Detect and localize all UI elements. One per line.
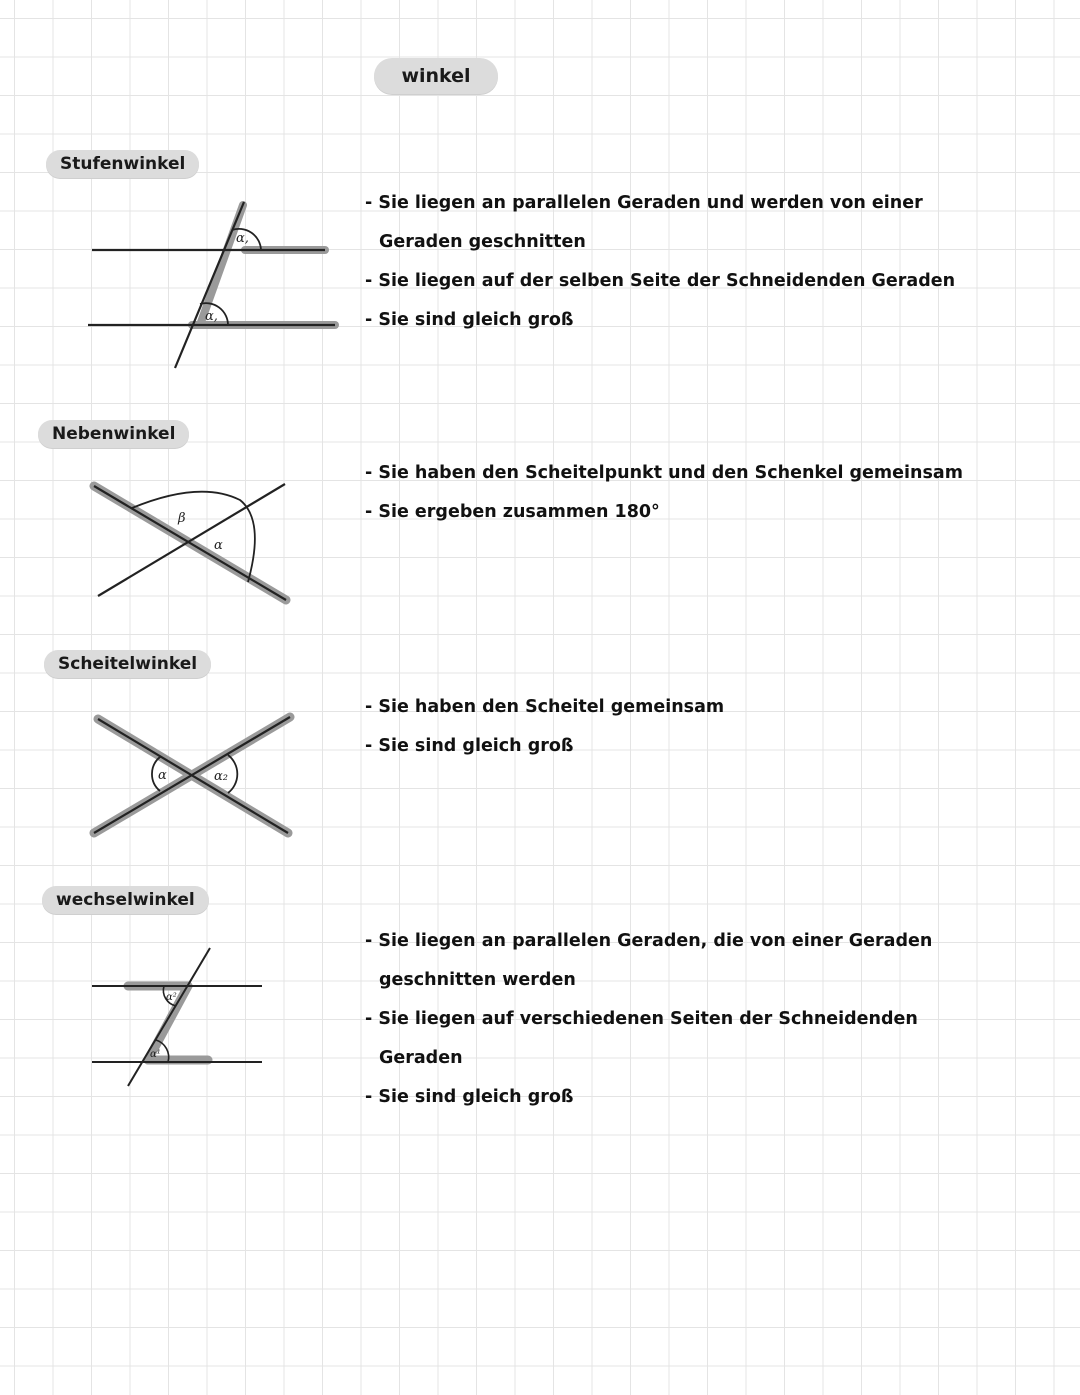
stufenwinkel-notes — [365, 184, 955, 340]
stufenwinkel-diagram — [80, 190, 350, 375]
note-line: - Sie liegen auf verschiedenen Seiten der Schneidenden — [365, 1009, 918, 1029]
note-line: geschnitten werden — [379, 970, 576, 990]
nebenwinkel-notes — [365, 454, 963, 532]
wechselwinkel-notes — [365, 922, 932, 1117]
note-line: - Sie haben den Scheitel gemeinsam — [365, 697, 725, 717]
note-line: - Sie sind gleich groß — [365, 310, 574, 330]
scheitelwinkel-diagram — [80, 705, 310, 850]
angle-label: α — [158, 768, 167, 783]
section-label-scheitelwinkel: Scheitelwinkel — [44, 650, 211, 678]
angle-label: β — [178, 511, 186, 526]
scheitelwinkel-notes — [365, 688, 724, 766]
note-line: - Sie sind gleich groß — [365, 1087, 574, 1107]
nebenwinkel-diagram — [80, 470, 310, 620]
note-line: - Sie ergeben zusammen 180° — [365, 502, 660, 522]
angle-label: α — [214, 538, 223, 553]
note-line: Geraden geschnitten — [379, 232, 586, 252]
angle-label: α, — [205, 309, 218, 324]
note-line: - Sie liegen an parallelen Geraden, die von einer Geraden — [365, 931, 933, 951]
note-line: - Sie haben den Scheitelpunkt und den Schenkel gemeinsam — [365, 463, 963, 483]
angle-label: α₂ — [214, 769, 228, 784]
note-line: Geraden — [379, 1048, 463, 1068]
section-label-nebenwinkel: Nebenwinkel — [38, 420, 189, 448]
angle-label: α² — [166, 992, 177, 1003]
note-line: - Sie sind gleich groß — [365, 736, 574, 756]
section-label-wechselwinkel: wechselwinkel — [42, 886, 209, 914]
section-label-stufenwinkel: Stufenwinkel — [46, 150, 199, 178]
note-line: - Sie liegen auf der selben Seite der Schneidenden Geraden — [365, 271, 956, 291]
angle-label: α, — [236, 231, 249, 246]
angle-label: α¹ — [150, 1049, 161, 1060]
wechselwinkel-diagram — [80, 940, 280, 1095]
page-title: winkel — [374, 58, 498, 94]
note-line: - Sie liegen an parallelen Geraden und werden von einer — [365, 193, 923, 213]
